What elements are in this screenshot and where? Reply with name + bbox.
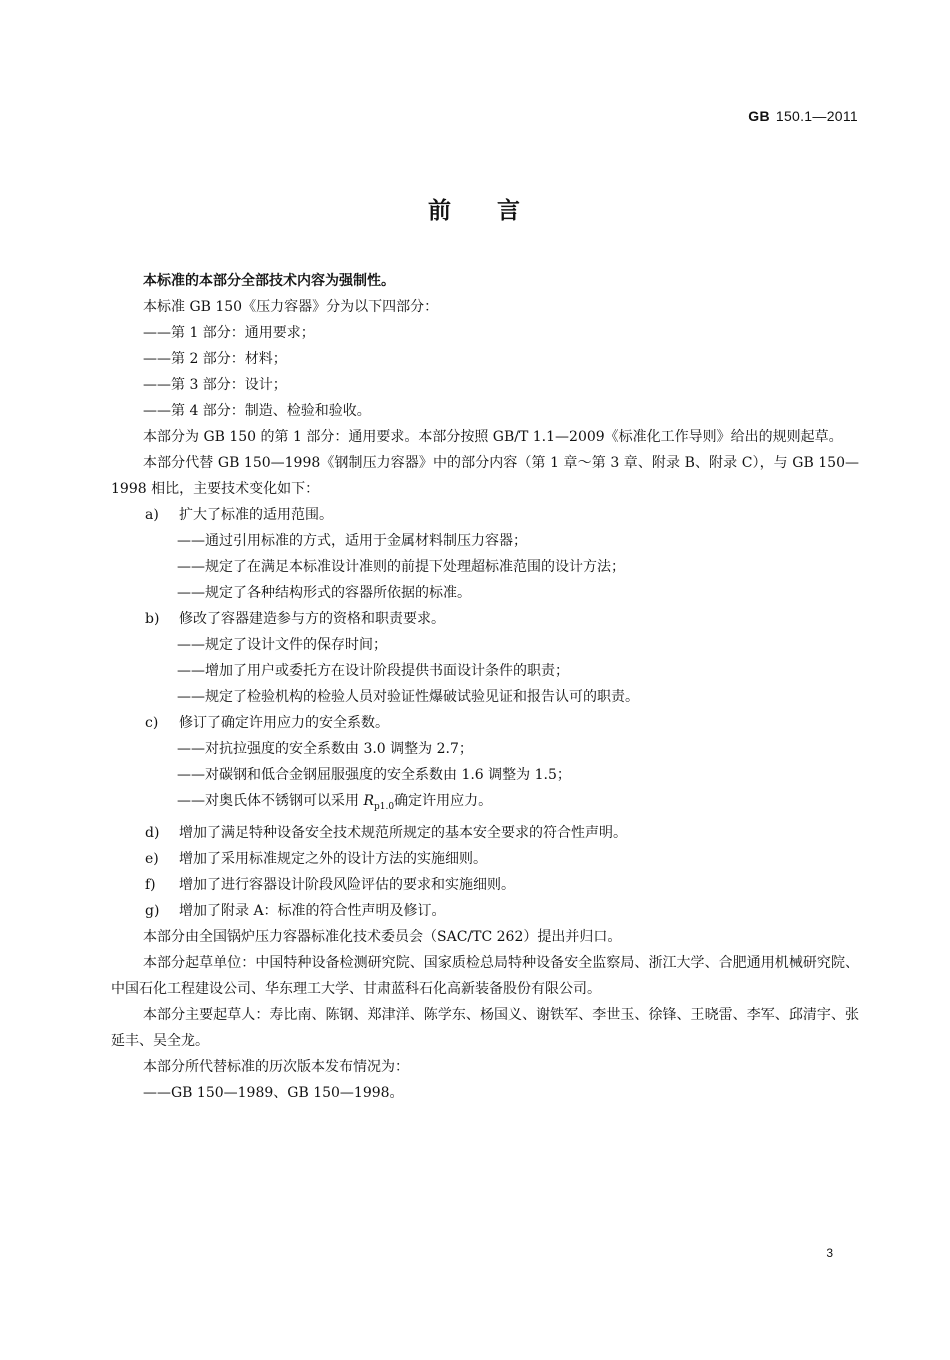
change-c	[111, 710, 859, 736]
change-d	[111, 820, 859, 846]
change-c-sub-1: ——对抗拉强度的安全系数由 3.0 调整为 2.7；	[177, 741, 473, 757]
change-e	[111, 846, 859, 872]
title-char-1: 前	[428, 197, 453, 224]
change-a	[111, 502, 859, 528]
preface-body	[111, 268, 859, 1106]
change-d-text: 增加了满足特种设备安全技术规范所规定的基本安全要求的符合性声明。	[179, 824, 627, 841]
change-c-sub-3-post: 确定许用应力。	[394, 793, 493, 809]
part-1: ——第 1 部分：通用要求；	[143, 325, 315, 341]
change-g-label: g)	[145, 902, 160, 919]
change-b	[111, 606, 859, 632]
part-3: ——第 3 部分：设计；	[143, 377, 287, 393]
change-c-sub-3-pre: ——对奥氏体不锈钢可以采用	[177, 793, 364, 809]
change-c-sub-3	[111, 788, 859, 820]
change-a-sub-1: ——通过引用标准的方式，适用于金属材料制压力容器；	[177, 533, 527, 549]
drafting-rules: 本部分为 GB 150 的第 1 部分：通用要求。本部分按照 GB/T 1.1—2009《标准化工作导则》给出的规则起草。	[143, 429, 843, 445]
stress-subscript: p1.0	[374, 801, 395, 812]
history-list: ——GB 150—1989、GB 150—1998。	[143, 1084, 404, 1101]
change-c-text: 修订了确定许用应力的安全系数。	[179, 715, 389, 731]
replacement-statement: 本部分代替 GB 150—1998《钢制压力容器》中的部分内容（第 1 章～第 3 章、附录 B、附录 C），与 GB 150—1998 相比，主要技术变化如下：	[111, 455, 859, 497]
standard-prefix: GB	[748, 108, 770, 124]
change-b-sub-3: ——规定了检验机构的检验人员对验证性爆破试验见证和报告认可的职责。	[177, 689, 639, 705]
parts-intro: 本标准 GB 150《压力容器》分为以下四部分：	[143, 299, 439, 315]
standard-number: 150.1—2011	[775, 108, 858, 124]
change-f-text: 增加了进行容器设计阶段风险评估的要求和实施细则。	[179, 876, 515, 893]
mandatory-statement: 本标准的本部分全部技术内容为强制性。	[143, 273, 395, 289]
change-e-label: e)	[145, 850, 159, 867]
history-intro: 本部分所代替标准的历次版本发布情况为：	[143, 1058, 409, 1075]
change-a-sub-2: ——规定了在满足本标准设计准则的前提下处理超标准范围的设计方法；	[177, 559, 625, 575]
change-a-label: a)	[145, 507, 159, 523]
drafting-units: 本部分起草单位：中国特种设备检测研究院、国家质检总局特种设备安全监察局、浙江大学、合肥通用机械研究院、中国石化工程建设公司、华东理工大学、甘肃蓝科石化高新装备股份有限公司。	[111, 954, 859, 997]
change-e-text: 增加了采用标准规定之外的设计方法的实施细则。	[179, 850, 487, 867]
standard-code	[748, 108, 858, 124]
drafters: 本部分主要起草人：寿比南、陈钢、郑津洋、陈学东、杨国义、谢铁军、李世玉、徐锋、王晓雷、李军、邱清宇、张延丰、吴全龙。	[111, 1006, 859, 1049]
proposer-statement: 本部分由全国锅炉压力容器标准化技术委员会（SAC/TC 262）提出并归口。	[143, 928, 622, 945]
change-a-text: 扩大了标准的适用范围。	[179, 507, 333, 523]
stress-symbol: R	[363, 793, 374, 809]
part-2: ——第 2 部分：材料；	[143, 351, 287, 367]
page-title	[0, 192, 950, 225]
change-b-sub-1: ——规定了设计文件的保存时间；	[177, 637, 387, 653]
change-d-label: d)	[145, 824, 160, 841]
change-c-sub-2: ——对碳钢和低合金钢屈服强度的安全系数由 1.6 调整为 1.5；	[177, 767, 571, 783]
part-4: ——第 4 部分：制造、检验和验收。	[143, 403, 371, 419]
change-a-sub-3: ——规定了各种结构形式的容器所依据的标准。	[177, 585, 471, 601]
page-number: 3	[826, 1246, 833, 1260]
change-g-text: 增加了附录 A：标准的符合性声明及修订。	[179, 902, 446, 919]
change-f	[111, 872, 859, 898]
change-b-label: b)	[145, 611, 160, 627]
change-c-label: c)	[145, 715, 159, 731]
change-b-sub-2: ——增加了用户或委托方在设计阶段提供书面设计条件的职责；	[177, 663, 569, 679]
change-g	[111, 898, 859, 924]
title-char-2: 言	[497, 197, 522, 224]
change-b-text: 修改了容器建造参与方的资格和职责要求。	[179, 611, 445, 627]
change-f-label: f)	[145, 876, 156, 893]
